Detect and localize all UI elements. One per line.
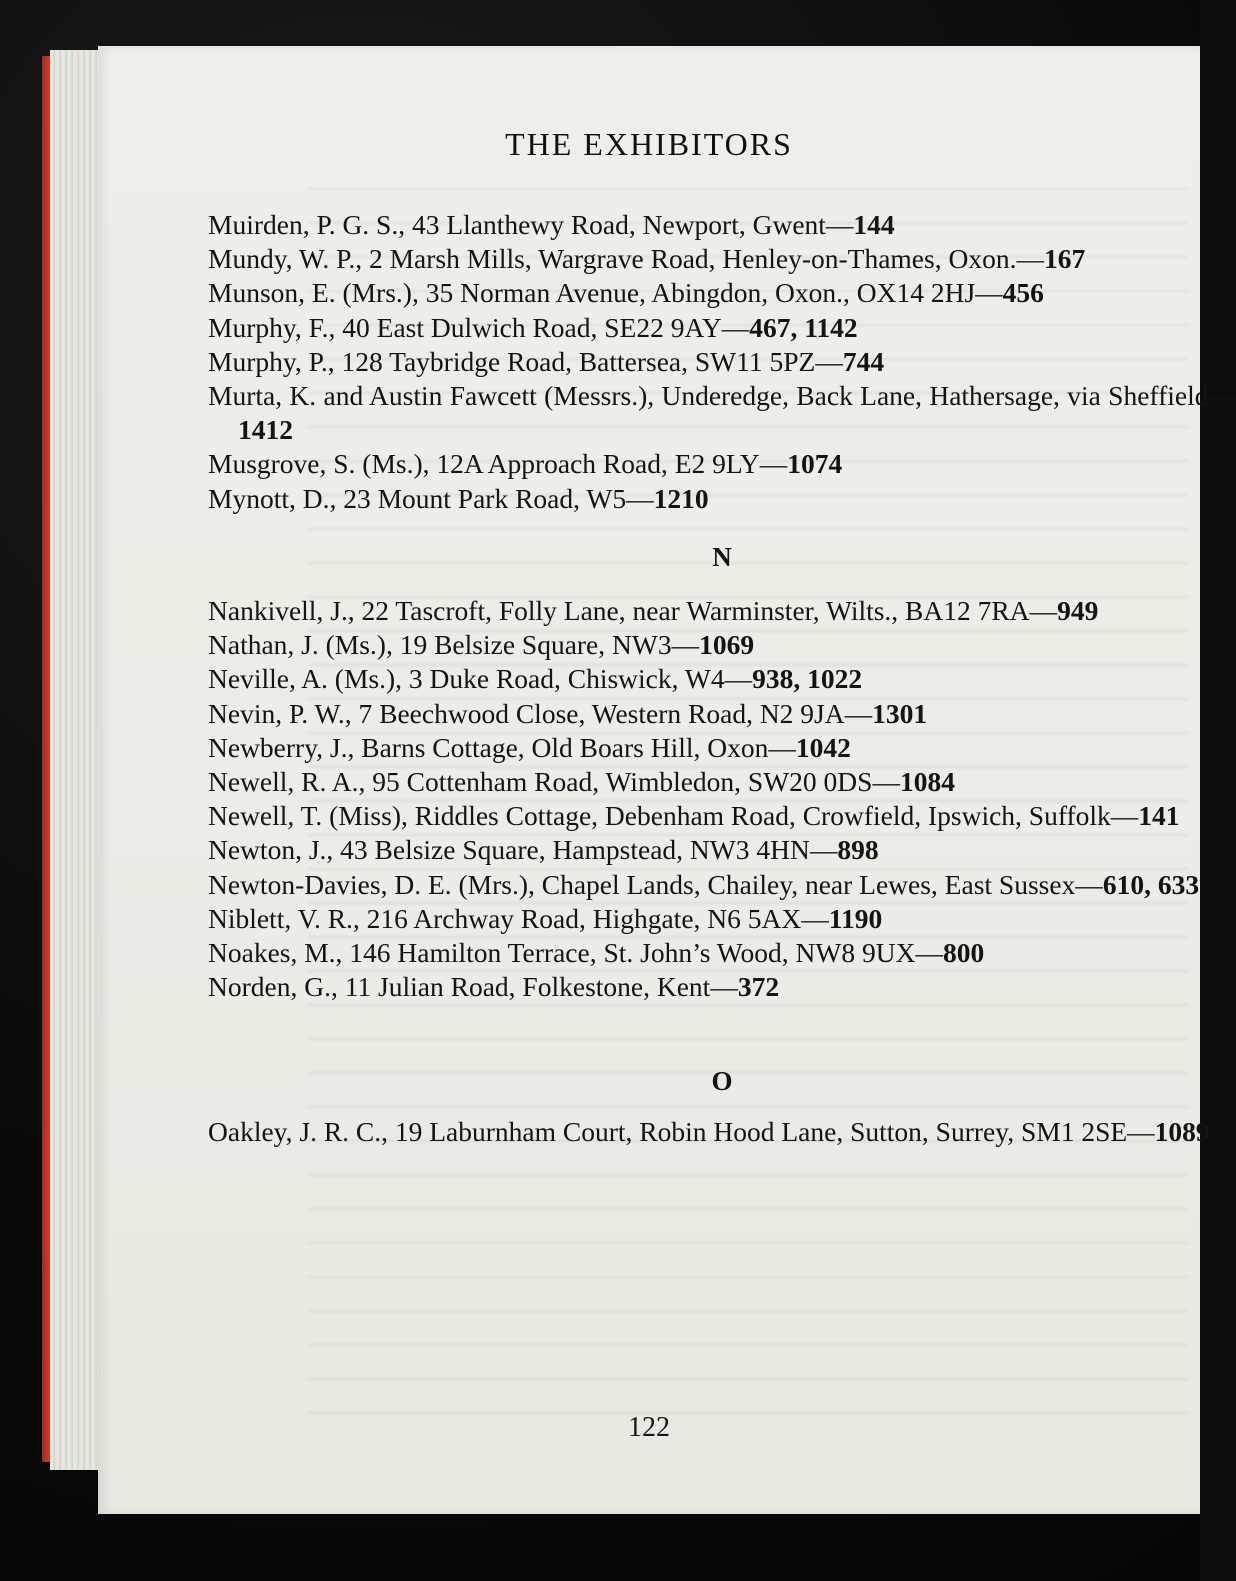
list-item: Newton, J., 43 Belsize Square, Hampstead, NW3 4HN—898 xyxy=(208,834,879,866)
list-item: Newell, T. (Miss), Riddles Cottage, Debenham Road, Crowfield, Ipswich, Suffolk—141 xyxy=(208,800,1180,832)
list-item: Newton-Davies, D. E. (Mrs.), Chapel Lands, Chailey, near Lewes, East Sussex—610, 633 xyxy=(208,868,1200,900)
list-item: Musgrove, S. (Ms.), 12A Approach Road, E2 9LY—1074 xyxy=(208,448,843,480)
section-letter-o: O xyxy=(711,1066,733,1097)
list-item: Oakley, J. R. C., 19 Laburnham Court, Robin Hood Lane, Sutton, Surrey, SM1 2SE—1089 xyxy=(208,1115,1210,1147)
list-item: Murta, K. and Austin Fawcett (Messrs.), Underedge, Back Lane, Hathersage, via Sheffield—1412 xyxy=(208,380,1236,446)
list-item: Norden, G., 11 Julian Road, Folkestone, Kent—372 xyxy=(208,971,780,1003)
list-item: Murphy, P., 128 Taybridge Road, Battersea, SW11 5PZ—744 xyxy=(208,345,885,377)
page-number: 122 xyxy=(628,1412,670,1443)
list-item: Mynott, D., 23 Mount Park Road, W5—1210 xyxy=(208,482,709,514)
list-item: Neville, A. (Ms.), 3 Duke Road, Chiswick, W4—938, 1022 xyxy=(208,663,863,695)
list-item: Niblett, V. R., 216 Archway Road, Highgate, N6 5AX—1190 xyxy=(208,902,883,934)
list-item: Nankivell, J., 22 Tascroft, Folly Lane, near Warminster, Wilts., BA12 7RA—949 xyxy=(208,595,1099,627)
list-item: Muirden, P. G. S., 43 Llanthewy Road, Newport, Gwent—144 xyxy=(208,209,895,240)
page-title: THE EXHIBITORS xyxy=(505,126,793,162)
list-item: Mundy, W. P., 2 Marsh Mills, Wargrave Road, Henley-on-Thames, Oxon.—167 xyxy=(208,243,1086,275)
list-item: Newberry, J., Barns Cottage, Old Boars Hill, Oxon—1042 xyxy=(208,731,851,763)
list-item: Nevin, P. W., 7 Beechwood Close, Western Road, N2 9JA—1301 xyxy=(208,697,928,729)
book-page xyxy=(98,46,1236,1514)
list-item: Noakes, M., 146 Hamilton Terrace, St. John’s Wood, NW8 9UX—800 xyxy=(208,937,985,969)
list-item: Murphy, F., 40 East Dulwich Road, SE22 9AY—467, 1142 xyxy=(208,311,858,343)
list-item: Munson, E. (Mrs.), 35 Norman Avenue, Abingdon, Oxon., OX14 2HJ—456 xyxy=(208,277,1044,309)
section-letter-n: N xyxy=(712,541,732,572)
exhibitor-list xyxy=(208,208,1236,1149)
list-item: Newell, R. A., 95 Cottenham Road, Wimbledon, SW20 0DS—1084 xyxy=(208,766,955,798)
list-item: Nathan, J. (Ms.), 19 Belsize Square, NW3—1069 xyxy=(208,629,755,661)
